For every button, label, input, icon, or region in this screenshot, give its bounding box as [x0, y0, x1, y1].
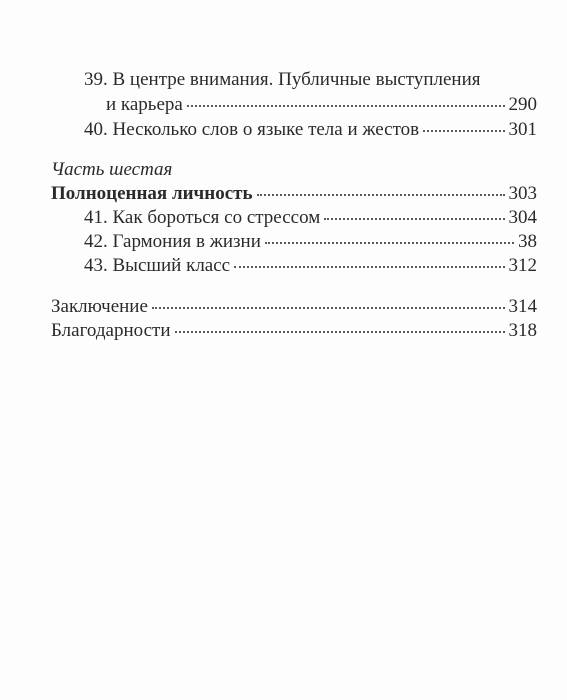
- toc-entry-title: 43. Высший класс: [84, 255, 231, 276]
- toc-entry-title: 41. Как бороться со стрессом: [84, 207, 321, 228]
- toc-entry-title: 42. Гармония в жизни: [84, 231, 261, 252]
- dot-leader: [265, 241, 514, 244]
- toc-entry-39-title-cont: и карьера: [106, 94, 183, 115]
- dot-leader: [423, 129, 504, 132]
- toc-acknowledgements: [51, 319, 537, 343]
- toc-entry-41: [84, 206, 537, 230]
- part-title: Часть шестая: [51, 159, 173, 180]
- dot-leader: [187, 104, 505, 107]
- dot-leader: [234, 265, 504, 268]
- dot-leader: [152, 306, 505, 309]
- toc-entry-39: [106, 93, 537, 117]
- dot-leader: [175, 330, 505, 333]
- toc-entry-title: Благодарности: [51, 320, 171, 341]
- toc-page-number: 38: [518, 231, 537, 252]
- toc-entry-title: Заключение: [51, 296, 148, 317]
- toc-section: [51, 182, 537, 206]
- toc-page-number: 304: [508, 207, 537, 228]
- toc-page-number: 301: [508, 119, 537, 140]
- dot-leader: [324, 217, 504, 220]
- toc-entry-39-title: 39. В центре внимания. Публичные выступления: [84, 69, 481, 90]
- toc-entry-43: [84, 254, 537, 278]
- toc-page-number: 314: [508, 296, 537, 317]
- toc-page-number: 318: [508, 320, 537, 341]
- toc-conclusion: [51, 295, 537, 319]
- toc-entry-title: 40. Несколько слов о языке тела и жестов: [84, 119, 420, 140]
- toc-entry-40: [84, 118, 537, 142]
- toc-page-number: 303: [508, 183, 537, 204]
- toc-section-title: Полноценная личность: [51, 183, 253, 204]
- toc-entry-42: [84, 230, 537, 254]
- toc-page-number: 290: [508, 94, 537, 115]
- toc-page-number: 312: [508, 255, 537, 276]
- dot-leader: [257, 193, 505, 196]
- toc-entry-39-line1: [84, 68, 481, 92]
